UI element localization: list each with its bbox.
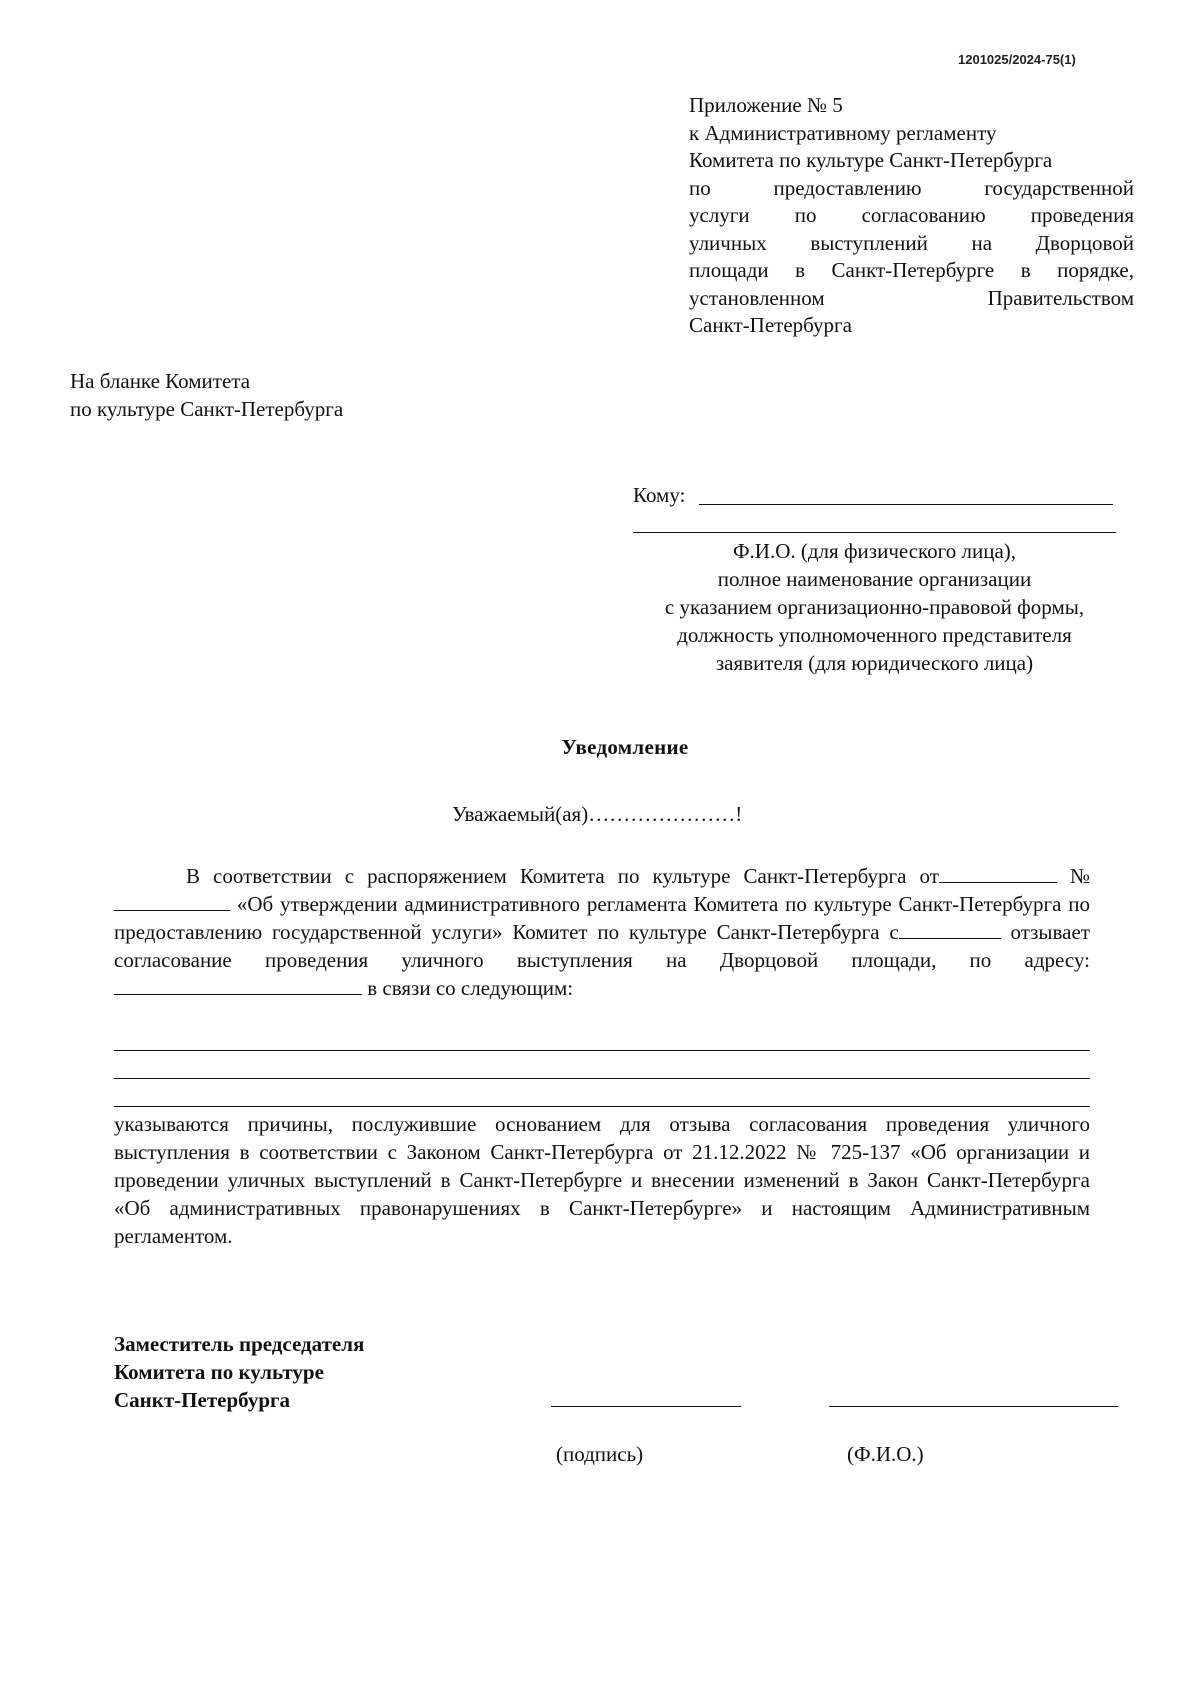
appendix-line: Санкт-Петербурга bbox=[689, 313, 852, 337]
body-text-1: В соответствии с распоряжением Комитета по культуре Санкт-Петербурга bbox=[186, 864, 907, 888]
body-from-label: от bbox=[919, 864, 939, 888]
appendix-line: Приложение № 5 bbox=[689, 93, 843, 117]
body-number-label: № bbox=[1069, 864, 1091, 888]
number-blank[interactable] bbox=[114, 892, 230, 911]
appendix-block bbox=[689, 92, 1134, 340]
recipient-label: Кому: bbox=[633, 483, 686, 507]
signature-line[interactable] bbox=[551, 1406, 741, 1407]
recipient-caption-line: заявителя (для юридического лица) bbox=[715, 651, 1034, 675]
recipient-caption-line: полное наименование организации bbox=[717, 567, 1032, 591]
address-blank[interactable] bbox=[114, 976, 362, 995]
appendix-line: площади в Санкт-Петербурге в порядке, bbox=[689, 258, 1134, 282]
recipient-blank-line-2[interactable] bbox=[633, 532, 1116, 533]
signer-position-line: Санкт-Петербурга bbox=[114, 1388, 291, 1412]
revocation-date-blank[interactable] bbox=[899, 920, 1001, 939]
recipient-caption-line: Ф.И.О. (для физического лица), bbox=[732, 539, 1017, 563]
document-number: 1201025/2024-75(1) bbox=[958, 52, 1076, 67]
appendix-line: уличных выступлений на Дворцовой bbox=[689, 230, 1134, 255]
signer-position-line: Комитета по культуре bbox=[114, 1360, 324, 1384]
signer-block bbox=[114, 1330, 514, 1414]
recipient-caption bbox=[633, 537, 1116, 677]
letterhead-note bbox=[70, 368, 470, 423]
document-title: Уведомление bbox=[561, 735, 689, 759]
body-text-4: в связи со следующим: bbox=[367, 976, 574, 1000]
letterhead-note-line: по культуре Санкт-Петербурга bbox=[70, 396, 344, 421]
recipient-row bbox=[633, 483, 1113, 513]
full-name-caption: (Ф.И.О.) bbox=[847, 1442, 924, 1466]
appendix-line: установленном Правительством bbox=[689, 285, 1134, 310]
appendix-line: к Административному регламенту bbox=[689, 120, 997, 145]
reason-line-2[interactable] bbox=[114, 1078, 1090, 1079]
appendix-line: услуги по согласованию проведения bbox=[689, 203, 1134, 227]
greeting: Уважаемый(ая)…………………! bbox=[452, 802, 743, 826]
reason-line-1[interactable] bbox=[114, 1050, 1090, 1051]
body-text-3: отзывает согласование проведения уличного выступления на Дворцовой площади, по адресу: bbox=[114, 920, 1090, 972]
notice-paragraph bbox=[114, 862, 1090, 1002]
recipient-caption-line: должность уполномоченного представителя bbox=[677, 623, 1072, 647]
body-text-2: «Об утверждении административного регламента Комитета по культуре Санкт-Петербурга по предоставлению государственной услуги» Комитет по культуре Санкт-Петербурга с bbox=[114, 892, 1090, 944]
notice-body bbox=[114, 862, 1090, 1002]
recipient-caption-line: с указанием организационно-правовой формы, bbox=[664, 595, 1085, 619]
reasons-instruction: указываются причины, послужившие основанием для отзыва согласования проведения уличного выступления в соответствии с Законом Санкт-Петербурга от 21.12.2022 № 725-137 «Об организации и проведении уличных выступлений в Санкт-Петербурге и внесении изменений в Закон Санкт-Петербурга «Об административных правонарушениях в Санкт-Петербурге» и настоящим Административным регламентом. bbox=[114, 1112, 1090, 1248]
signer-position-line: Заместитель председателя bbox=[114, 1332, 365, 1356]
appendix-line: Комитета по культуре Санкт-Петербурга bbox=[689, 148, 1053, 172]
reason-line-3[interactable] bbox=[114, 1106, 1090, 1107]
signature-caption: (подпись) bbox=[556, 1442, 644, 1466]
appendix-line: по предоставлению государственной bbox=[689, 175, 1134, 200]
recipient-blank-line[interactable] bbox=[699, 504, 1113, 505]
letterhead-note-line: На бланке Комитета bbox=[70, 369, 251, 393]
date-blank[interactable] bbox=[939, 864, 1057, 883]
full-name-line[interactable] bbox=[829, 1406, 1118, 1407]
